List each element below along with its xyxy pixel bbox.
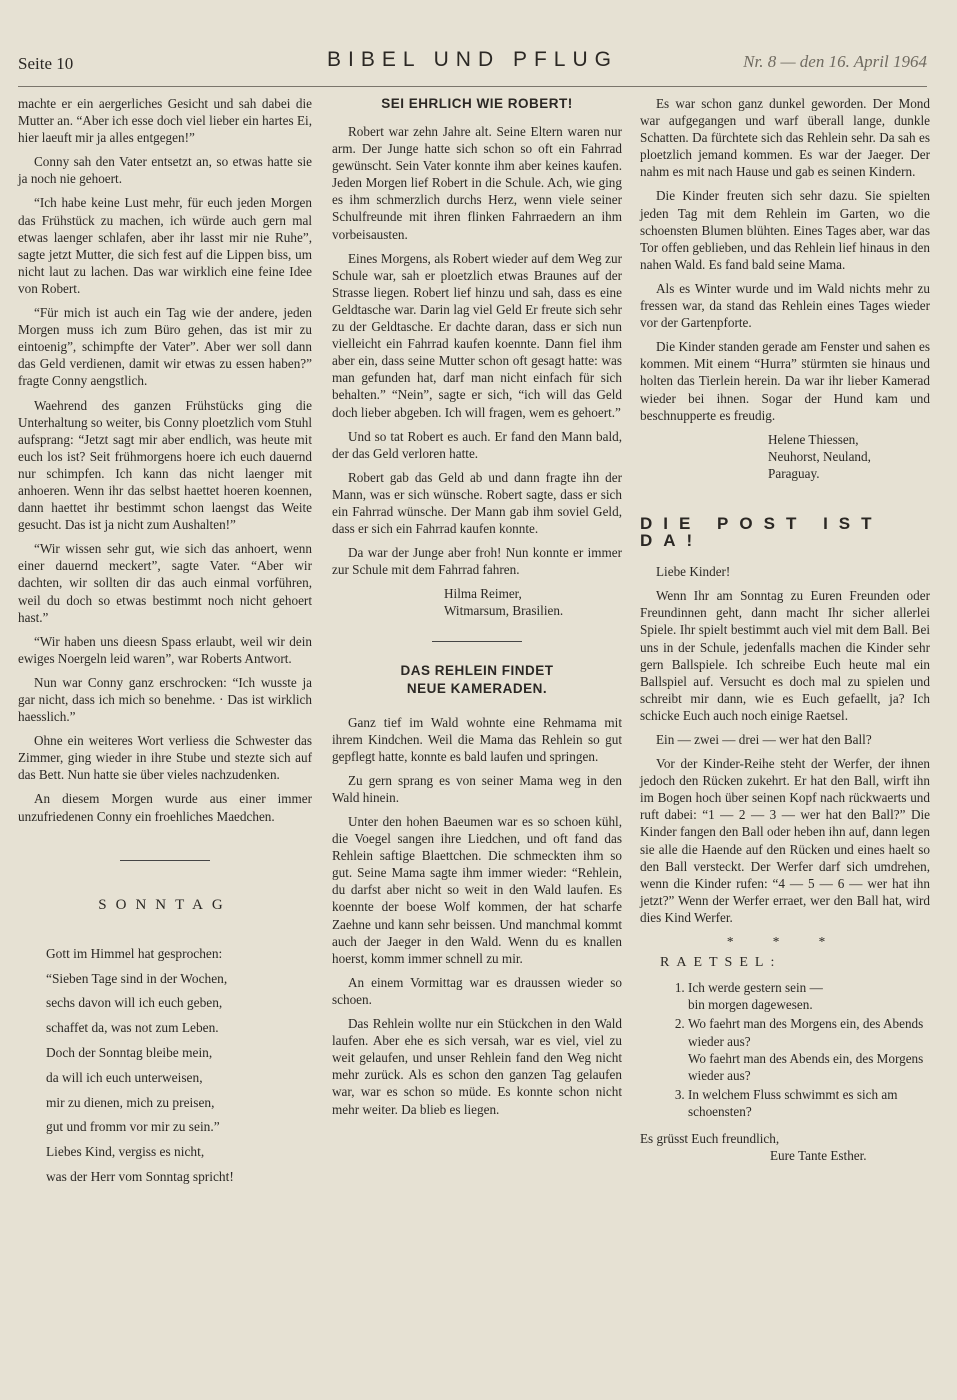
author-country: Paraguay. [768, 465, 820, 481]
poem-line: Liebes Kind, vergiss es nicht, [46, 1144, 205, 1160]
paragraph: Das Rehlein wollte nur ein Stückchen in den Wald laufen. Aber ehe es sich versah, war es viel, viel zu weit gelaufen, und unser Rehlein fand den Weg nicht mehr zurück. Als es schon den ganzen Tag gelaufen war, war es schon so müde. Es konnte schon nicht mehr weiter. Da blieb es liegen. [332, 1016, 622, 1117]
poem-line: Gott im Himmel hat gesprochen: [46, 945, 223, 961]
page-header [18, 42, 927, 87]
paragraph: Robert gab das Geld ab und dann fragte ihn der Mann, was er sich wünsche. Robert sagte, dass er sich ein Fahrrad wünsche. Der Mann gab ihm soviel Geld, dass er sich ein Fahrrad kaufen konnte. [332, 469, 622, 537]
poem-title: SONNTAG [98, 896, 232, 913]
paragraph: machte er ein aergerliches Gesicht und sah dabei die Mutter an. “Aber ich esse doch viel lieber ein hartes Ei, hier laeuft mir ja alles entgegen!” [18, 96, 312, 146]
masthead-title: BIBEL UND PFLUG [327, 48, 618, 71]
paragraph: “Wir wissen sehr gut, wie sich das anhoert, wenn einer dauernd meckert”, sagte Vater. “Aber wir dachten, wir sollten dir das auch einmal vorführen, weil du doch so etwas bestimmt noch nicht gehoert hast.” [18, 541, 312, 625]
closing: Es grüsst Euch freundlich, [640, 1130, 780, 1146]
riddle-text: 3. In welchem Fluss schwimmt es sich am schoensten? [688, 1086, 898, 1119]
poem-line: Doch der Sonntag bleibe mein, [46, 1044, 213, 1060]
paragraph: Es war schon ganz dunkel geworden. Der Mond war aufgegangen und warf überall lange, dunkle Schatten. Da fürchtete sich das Rehlein sehr. Da sah es ploetzlich jemand kommen. Es war der Jaeger. Der nahm es mit nach Hause und gab es seinen Kindern. [640, 96, 930, 180]
author-place: Neuhorst, Neuland, [768, 448, 871, 464]
poem-line: sechs davon will ich euch geben, [46, 995, 223, 1011]
author-place: Witmarsum, Brasilien. [444, 603, 564, 619]
riddle-item [688, 1086, 930, 1120]
poem-line: “Sieben Tage sind in der Wochen, [46, 970, 228, 986]
riddle-text: Wo faehrt man des Abends ein, des Morgens wieder aus? [688, 1050, 924, 1083]
author-name: Hilma Reimer, [444, 586, 522, 602]
paragraph: Die Kinder standen gerade am Fenster und sahen es kommen. Mit einem “Hurra” stürmten sie hinaus und holten das Tierlein herein. Da war ihr lieber Kamerad wieder bei ihnen. Sogar der Hund kam und beschnupperte es freudig. [640, 339, 930, 423]
riddle-text: 1. Ich werde gestern sein — [688, 980, 823, 996]
poem-line: da will ich euch unterweisen, [46, 1069, 203, 1085]
signature: Eure Tante Esther. [770, 1148, 867, 1164]
riddle-text: bin morgen dagewesen. [688, 997, 813, 1013]
paragraph: Zu gern sprang es von seiner Mama weg in den Wald hinein. [332, 772, 622, 805]
paragraph: “Ich habe keine Lust mehr, für euch jeden Morgen das Frühstück zu machen, ich würde auch gern mal etwas laenger schlafen, aber ihr lasst mir nie Ruhe”, sagte jetzt Mutter, die sich fest auf die Lippen biss, um nicht laut zu lachen. Das war wirklich eine feine Idee von Robert. [18, 195, 312, 296]
paragraph: Conny sah den Vater entsetzt an, so etwas hatte sie ja noch nie gehoert. [18, 154, 312, 187]
riddles-title: RAETSEL: [660, 955, 782, 971]
poem [18, 942, 312, 1190]
author-name: Helene Thiessen, [768, 431, 859, 447]
story-title: DAS REHLEIN FINDET [400, 662, 554, 678]
paragraph: “Wir haben uns dieesn Spass erlaubt, weil wir dein ewiges Noergeln leid waren”, war Roberts Antwort. [18, 633, 312, 666]
paragraph: Die Kinder freuten sich sehr dazu. Sie spielten jeden Tag mit dem Rehlein im Garten, wo die schoensten Blumen blühten. Eines Tages aber, war das Tor offen geblieben, und das Rehlein lief hinaus in den nahen Wald. Es fand bald seine Mama. [640, 188, 930, 272]
paragraph: Robert war zehn Jahre alt. Seine Eltern waren nur arm. Der Junge hatte sich schon so oft ein Fahrrad gewünscht. Sein Vater konnte ihm aber keines kaufen. Jeden Morgen lief Robert in die Schule. Ach, wie ging es ihm schmerzlich durchs Herz, wenn viele seiner Schulfreunde mit ihren flinken Fahrraedern an ihm vorbeisausten. [332, 124, 622, 242]
riddle-item [688, 1015, 930, 1083]
riddle-text: 2. Wo faehrt man des Morgens ein, des Abends wieder aus? [688, 1016, 924, 1049]
column-right [640, 95, 930, 1171]
poem-line: schaffet da, was not zum Leben. [46, 1020, 219, 1036]
poem-line: was der Herr vom Sonntag spricht! [46, 1168, 234, 1184]
paragraph: Ohne ein weiteres Wort verliess die Schwester das Zimmer, ging wieder in ihre Stube und stezte sich auf das Bett. Nun hatte sie über vieles nachzudenken. [18, 733, 312, 783]
paragraph: Als es Winter wurde und im Wald nichts mehr zu fressen war, da stand das Rehlein eines Tages wieder vor der Gartenpforte. [640, 280, 930, 331]
column-middle [332, 95, 622, 1125]
greeting: Liebe Kinder! [656, 564, 731, 580]
paragraph: Ein — zwei — drei — wer hat den Ball? [656, 732, 872, 747]
paragraph: Da war der Junge aber froh! Nun konnte er immer zur Schule mit dem Fahrrad fahren. [332, 545, 622, 578]
paragraph: Eines Morgens, als Robert wieder auf dem Weg zur Schule war, sah er ploetzlich etwas Braunes auf der Strasse liegen. Robert lief hinzu und sah, dass es eine Geldtasche war. Darin lag viel Geld Er freute sich sehr zu der Geldtasche. Er dachte daran, dass er sich nun vielleicht ein Fahrrad kaufen koennte. Dann fiel ihm aber ein, dass seine Mutter schon oft gesagt hatte: was man gefunden hat, darf man nicht einfach für sich behalten.” “Nein”, sagte er sich, “ich will das Geld doch lieber abgeben. Ich will fragen, wem es gehoert.” [332, 250, 622, 420]
issue-date: Nr. 8 — den 16. April 1964 [743, 52, 927, 71]
section-title: DIE POST IST DA! [640, 513, 883, 551]
paragraph: An einem Vormittag war es draussen wieder so schoen. [332, 974, 622, 1007]
paragraph: Ganz tief im Wald wohnte eine Rehmama mit ihrem Kindchen. Weil die Mama das Rehlein so gut gepflegt hatte, konnte es bald laufen und springen. [332, 714, 622, 764]
poem-line: mir zu dienen, mich zu preisen, [46, 1094, 215, 1110]
column-left [18, 95, 312, 1190]
story-title: NEUE KAMERADEN. [406, 680, 548, 696]
paragraph: Nun war Conny ganz erschrocken: “Ich wusste ja gar nicht, dass ich mich so benehme. · Das ist wirklich haesslich.” [18, 674, 312, 725]
stars-divider: * * * [726, 934, 844, 950]
paragraph: Wenn Ihr am Sonntag zu Euren Freunden oder Freundinnen geht, dann macht Ihr sicher allerlei Spiele. Ihr spielt bestimmt auch viel mit dem Ball. Bei uns in der Schule, jedenfalls machen die Kinder sehr gern Ballspiele. Ich schreibe Euch heute mal ein Ballspiel auf. Versucht es doch mal zu spielen und schreibt mir dann, wie es Euch gefaellt, ja? Ich schicke Euch auch noch einige Raetsel. [640, 588, 930, 723]
story-title: SEI EHRLICH WIE ROBERT! [381, 96, 573, 111]
paragraph: “Für mich ist auch ein Tag wie der andere, jeden Morgen muss ich zum Büro gehen, das ist mir zu eintoenig”, schimpfte der Vater”. Aber wer soll dann das Geld verdienen, damit wir etwas zu essen haben?” fragte Conny aengstlich. [18, 305, 312, 389]
paragraph: Unter den hohen Baeumen war es so schoen kühl, die Voegel sangen ihre Liedchen, und oft fand das Rehlein saftige Blaettchen. Die schmeckten ihm so gut. Seine Mama sagte ihm immer wieder: “Rehlein, du darfst aber nicht so weit in den Wald laufen. Es koennte der boese Wolf kommen, der hat scharfe Zaehne und kann sehr beissen. Und manchmal kommt auch der Jaeger in den Wald. Wenn du es knallen hoerst, komm immer schnell zu mir. [332, 814, 622, 966]
paragraph: Waehrend des ganzen Frühstücks ging die Unterhaltung so weiter, bis Conny ploetzlich vom Stuhl aufsprang: “Jetzt sagt mir aber endlich, was heute mit euch los ist? Seit frühmorgens hoere ich euch dauernd nur schimpfen. Ich kann das nicht laenger mit anhoeren. Wenn ihr das selbst haettet hoeren koennen, dann haettet ihr bestimmt schon laengst das Weite gesucht. Das ist ja nicht zum Aushalten!” [18, 397, 312, 533]
paragraph: Und so tat Robert es auch. Er fand den Mann bald, der das Geld verloren hatte. [332, 428, 622, 461]
riddle-item [688, 979, 930, 1013]
poem-line: gut und fromm vor mir zu sein.” [46, 1119, 220, 1135]
page-number: Seite 10 [18, 54, 74, 73]
riddle-list [640, 979, 930, 1120]
paragraph: An diesem Morgen wurde aus einer immer unzufriedenen Conny ein froehliches Maedchen. [18, 791, 312, 824]
paragraph: Vor der Kinder-Reihe steht der Werfer, der ihnen jedoch den Rücken zukehrt. Er hat den Ball, wirft ihn im Bogen hoch über seinen Kopf nach rückwaerts und ruft dabei: “1 — 2 — 3 — wer hat den Ball?” Die Kinder fangen den Ball oder heben ihn auf, dann legen sie alle die Haende auf den Rücken und eines haelt so den Ball versteckt. Der Werfer darf sich umdrehen, wenn die Kinder rufen: “4 — 5 — 6 — wer hat ihn jetzt?” Wenn der Werfer erraet, wer den Ball hat, wird dies Kind Werfer. [640, 756, 930, 925]
